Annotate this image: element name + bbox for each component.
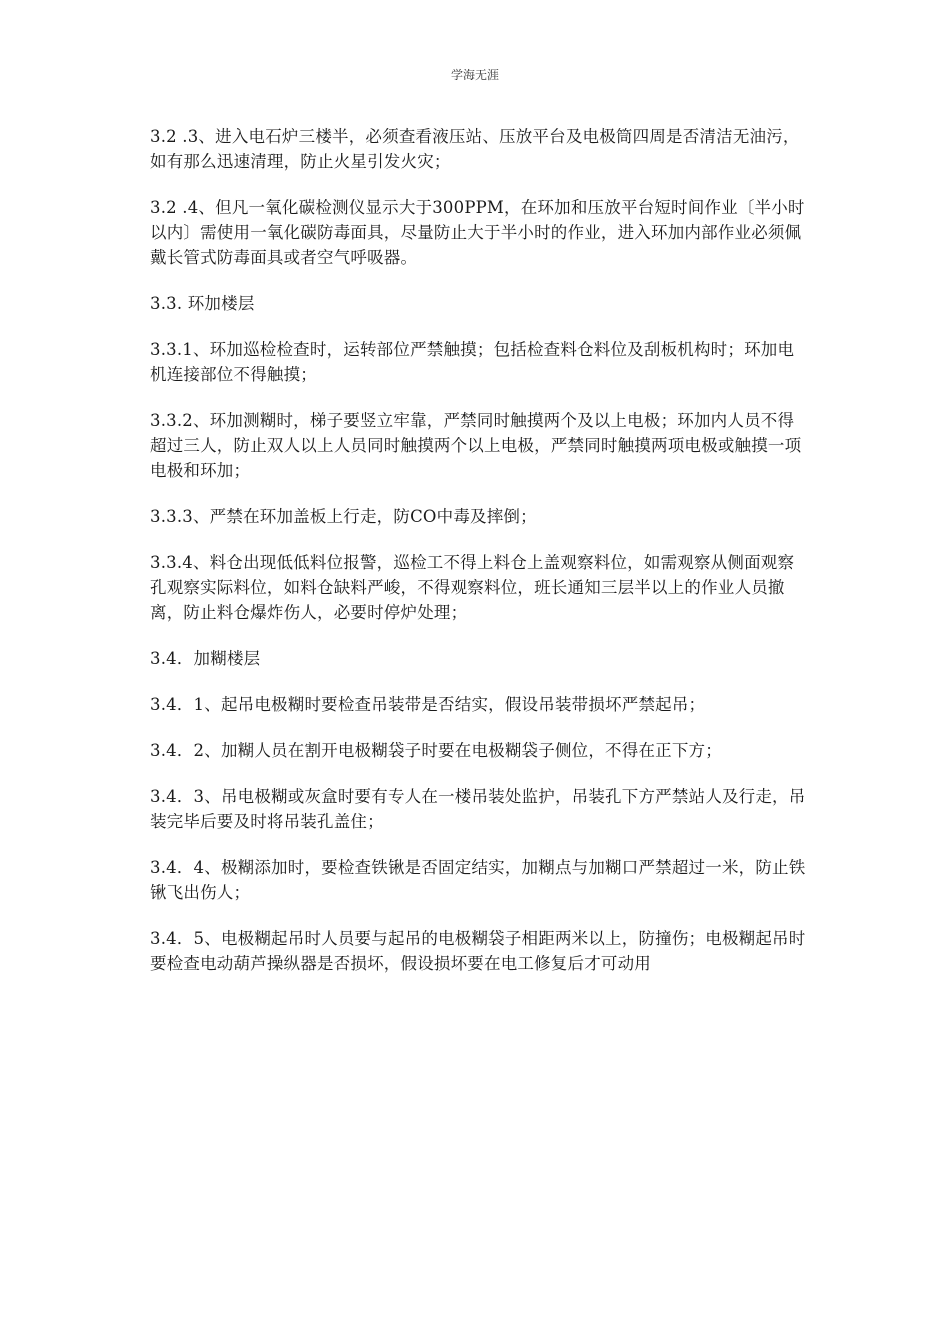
paragraph-3-4-2: 3.4．2、加糊人员在割开电极糊袋子时要在电极糊袋子侧位，不得在正下方； bbox=[150, 741, 722, 760]
paragraph-3-3-1: 3.3.1、环加巡检检查时，运转部位严禁触摸；包括检查料仓料位及刮板机构时；环加电机连接部位不得触摸； bbox=[150, 340, 795, 384]
paragraph-3-4-5: 3.4．5、电极糊起吊时人员要与起吊的电极糊袋子相距两米以上，防撞伤；电极糊起吊时要检查电动葫芦操纵器是否损坏，假设损坏要在电工修复后才可动用 bbox=[150, 929, 806, 973]
page-header: 学海无涯 bbox=[450, 68, 499, 82]
paragraph-3-4-1: 3.4．1、起吊电极糊时要检查吊装带是否结实，假设吊装带损坏严禁起吊； bbox=[150, 695, 706, 714]
paragraph-3-4-4: 3.4．4、极糊添加时，要检查铁锹是否固定结实，加糊点与加糊口严禁超过一米，防止铁锹飞出伤人； bbox=[150, 858, 806, 902]
document-body bbox=[150, 124, 810, 997]
paragraph-3-3-3: 3.3.3、严禁在环加盖板上行走，防CO中毒及摔倒； bbox=[150, 507, 537, 526]
paragraph-3-2-3: 3.2 .3、进入电石炉三楼半，必须查看液压站、压放平台及电极筒四周是否清洁无油污，如有那么迅速清理，防止火星引发火灾； bbox=[150, 127, 800, 171]
paragraph-3-3-2: 3.3.2、环加测糊时，梯子要竖立牢靠，严禁同时触摸两个及以上电极；环加内人员不得超过三人，防止双人以上人员同时触摸两个以上电极，严禁同时触摸两项电极或触摸一项电极和环加； bbox=[150, 411, 802, 480]
paragraph-3-3-4: 3.3.4、料仓出现低低料位报警，巡检工不得上料仓上盖观察料位，如需观察从侧面观察孔观察实际料位，如料仓缺料严峻，不得观察料位，班长通知三层半以上的作业人员撤离，防止料仓爆炸伤人，必要时停炉处理； bbox=[150, 553, 795, 622]
section-heading-3-4: 3.4．加糊楼层 bbox=[150, 649, 261, 668]
section-heading-3-3: 3.3. 环加楼层 bbox=[150, 294, 255, 313]
paragraph-3-2-4: 3.2 .4、但凡一氧化碳检测仪显示大于300PPM，在环加和压放平台短时间作业〔半小时以内〕需使用一氧化碳防毒面具，尽量防止大于半小时的作业，进入环加内部作业必须佩戴长管式防毒面具或者空气呼吸器。 bbox=[150, 198, 805, 267]
paragraph-3-4-3: 3.4．3、吊电极糊或灰盒时要有专人在一楼吊装处监护，吊装孔下方严禁站人及行走，吊装完毕后要及时将吊装孔盖住； bbox=[150, 787, 806, 831]
